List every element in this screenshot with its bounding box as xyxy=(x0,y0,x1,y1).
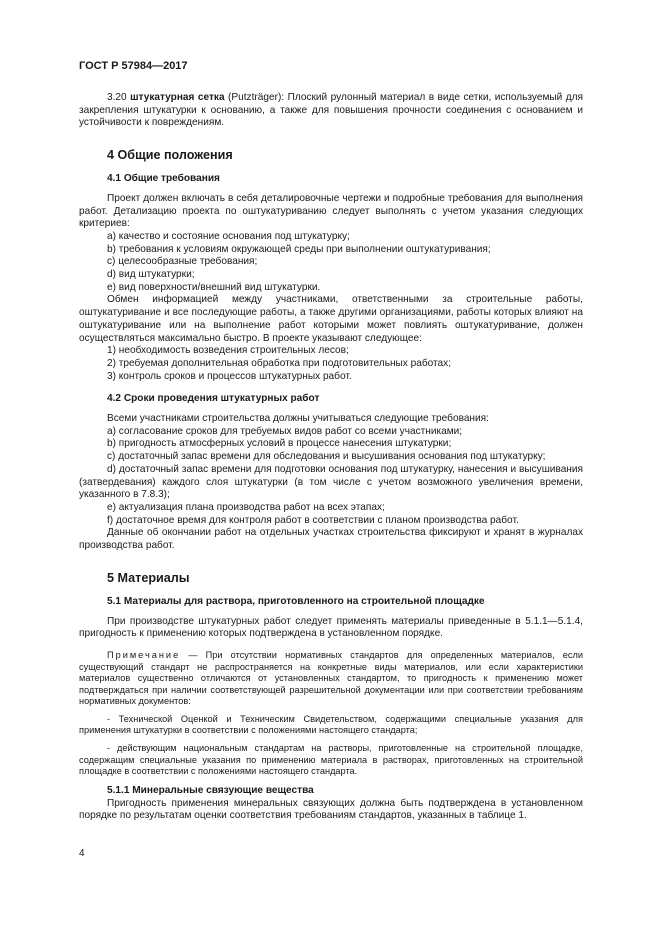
list-item: a) качество и состояние основания под штукатурку; xyxy=(107,230,350,242)
page-number: 4 xyxy=(79,848,85,859)
paragraph: Всеми участниками строительства должны учитываться следующие требования: xyxy=(107,413,489,425)
list-item: d) вид штукатурки; xyxy=(107,269,195,281)
note-item: - действующим национальным стандартам на растворы, приготовленные на строительной площадке, содержащим специальные указания по применению материала в растворах, приготовленных на строительной площадке в соответствии с положениями настоящего стандарта. xyxy=(79,743,583,777)
list-item: 1) необходимость возведения строительных лесов; xyxy=(107,345,349,357)
list-item: e) актуализация плана производства работ на всех этапах; xyxy=(107,501,385,513)
paragraph: Обмен информацией между участниками, ответственными за строительные работы, оштукатуривание и все последующие работы, а также другими организациями, работы которых влияют на оштукатуривание или на выполнение работ которыми может повлиять оштукатуривание, должен осуществляться максимально быстро. В проекте указывают следующее: xyxy=(79,294,583,344)
note-label: Примечание xyxy=(107,649,181,660)
note-text: — При отсутствии нормативных стандартов для определенных материалов, если существующий стандарт не распространяется на конкретные виды материалов, или если характеристики материалов существенно отличаются от установленных стандартом, то пригодность к применению может подтверждаться при наличии соответствующей разрешительной документации или при соответствии требованиям нормативных документов: xyxy=(79,649,583,707)
paragraph: Проект должен включать в себя деталировочные чертежи и подробные требования для выполнения работ. Детализацию проекта по оштукатуриванию следует выполнять с учетом указания следующих критериев: xyxy=(79,192,583,230)
list-item: 3) контроль сроков и процессов штукатурных работ. xyxy=(107,370,352,382)
note-paragraph xyxy=(79,650,583,708)
list-item: b) требования к условиям окружающей среды при выполнении оштукатуривания; xyxy=(107,243,491,255)
list-item: 2) требуемая дополнительная обработка при подготовительных работах; xyxy=(107,357,452,369)
list-item: c) целесообразные требования; xyxy=(107,256,258,268)
term-name: штукатурная сетка xyxy=(130,92,225,103)
list-item: d) достаточный запас времени для подготовки основания под штукатурку, нанесения и высушивания (затвердевания) каждого слоя штукатурки (в том числе с учетом возможного увеличения времени, указанного в 7.8.3); xyxy=(79,463,583,501)
term-definition-3-20 xyxy=(79,92,583,130)
list-item: b) пригодность атмосферных условий в процессе нанесения штукатурки; xyxy=(107,438,452,450)
term-number: 3.20 xyxy=(107,92,131,103)
paragraph: При производстве штукатурных работ следует применять материалы приведенные в 5.1.1—5.1.4, пригодность к применению которых подтверждена в установленном порядке. xyxy=(79,615,583,640)
paragraph: Пригодность применения минеральных связующих должна быть подтверждена в установленном порядке по результатам оценки соответствия требованиям стандартов, указанных в таблице 1. xyxy=(79,797,583,822)
list-item: f) достаточное время для контроля работ в соответствии с планом производства работ. xyxy=(107,514,519,526)
subsection-5-1-1-heading: 5.1.1 Минеральные связующие вещества xyxy=(107,784,314,796)
subsection-4-1-heading: 4.1 Общие требования xyxy=(107,173,220,185)
list-item: a) согласование сроков для требуемых видов работ со всеми участниками; xyxy=(107,425,463,437)
subsection-4-2-heading: 4.2 Сроки проведения штукатурных работ xyxy=(107,393,320,405)
note-item: - Технической Оценкой и Техническим Свидетельством, содержащими специальные указания для применения штукатурки в соответствии с положениями настоящего стандарта; xyxy=(79,713,583,736)
paragraph: Данные об окончании работ на отдельных участках строительства фиксируют и хранят в журналах производства работ. xyxy=(79,527,583,552)
section-4-heading: 4 Общие положения xyxy=(107,148,233,163)
list-item: e) вид поверхности/внешний вид штукатурки. xyxy=(107,281,321,293)
section-5-heading: 5 Материалы xyxy=(107,570,190,585)
subsection-5-1-heading: 5.1 Материалы для раствора, приготовленного на строительной площадке xyxy=(107,595,485,607)
term-text: (Putzträger): Плоский рулонный материал в виде сетки, используемый для закрепления штукатурки к основанию, а также для повышения прочности соединения с основанием и устойчивости к повреждениям. xyxy=(79,92,583,129)
note-block xyxy=(79,650,583,778)
document-code-header: ГОСТ Р 57984—2017 xyxy=(79,60,188,72)
document-body xyxy=(79,92,583,823)
list-item: c) достаточный запас времени для обследования и высушивания основания под штукатурку; xyxy=(107,451,546,463)
